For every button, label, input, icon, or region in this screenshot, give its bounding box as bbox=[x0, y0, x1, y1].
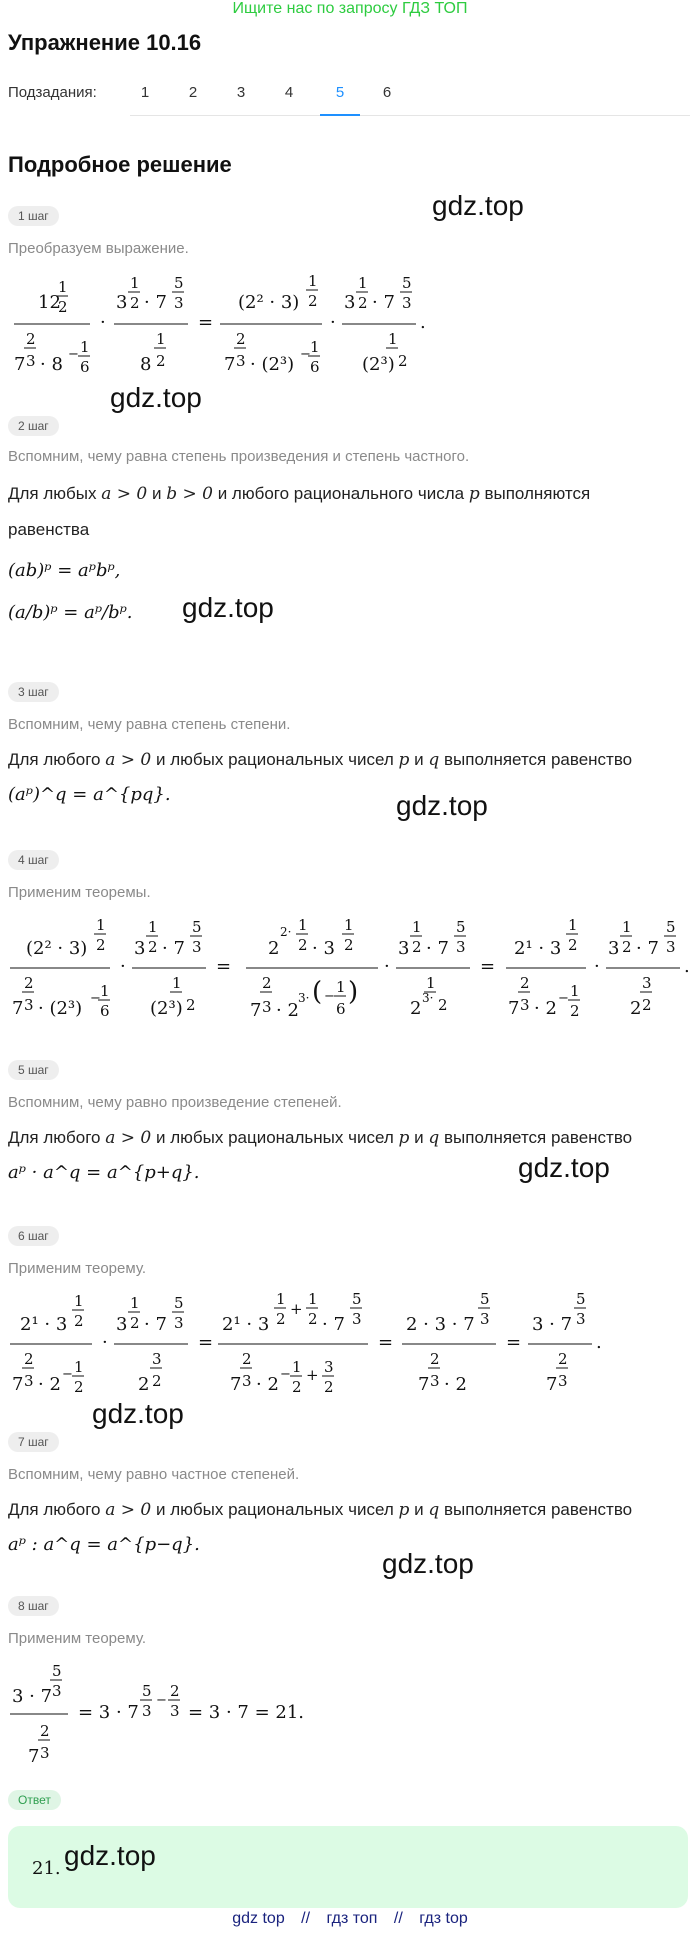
svg-text:.: . bbox=[596, 1332, 602, 1353]
step-8-result: = 3 · 7 = 21. bbox=[188, 1702, 305, 1723]
svg-text:3: 3 bbox=[242, 1372, 252, 1390]
svg-text:·: · bbox=[330, 312, 336, 333]
svg-text:2: 2 bbox=[568, 936, 578, 954]
step-7-badge: 7 шаг bbox=[8, 1432, 59, 1452]
svg-text:1: 1 bbox=[172, 974, 182, 992]
svg-text:3: 3 bbox=[24, 1372, 34, 1390]
svg-text:.: . bbox=[420, 312, 426, 333]
svg-text:(2² · 3): (2² · 3) bbox=[238, 292, 300, 313]
svg-text:2: 2 bbox=[358, 294, 368, 312]
text-fragment: и bbox=[414, 1128, 424, 1147]
svg-text:2: 2 bbox=[74, 1312, 84, 1330]
svg-text:1: 1 bbox=[58, 278, 68, 296]
step-7-formula: aᵖ : a^q = a^{p−q}. bbox=[8, 1534, 200, 1555]
svg-text:=: = bbox=[480, 956, 496, 977]
svg-text:3: 3 bbox=[352, 1310, 362, 1328]
step-8-formula bbox=[6, 1652, 336, 1778]
svg-text:7: 7 bbox=[12, 998, 24, 1019]
text-fragment: и bbox=[151, 484, 162, 503]
svg-text:2: 2 bbox=[430, 1350, 440, 1368]
svg-text:−: − bbox=[558, 991, 569, 1006]
svg-text:7: 7 bbox=[546, 1374, 558, 1395]
watermark: gdz.top bbox=[382, 1548, 474, 1579]
svg-text:5: 5 bbox=[192, 918, 202, 936]
svg-text:−: − bbox=[62, 1367, 73, 1382]
svg-text:1: 1 bbox=[426, 974, 436, 992]
svg-text:· 7: · 7 bbox=[426, 938, 449, 959]
svg-text:1: 1 bbox=[156, 330, 166, 348]
svg-text:2: 2 bbox=[642, 996, 652, 1014]
page-title: Упражнение 10.16 bbox=[8, 30, 202, 55]
step-2-text-line-1: Для любых a > 0 и b > 0 и любого рационального числа p выполняются bbox=[8, 484, 591, 504]
svg-text:−: − bbox=[68, 347, 79, 362]
svg-text:1: 1 bbox=[96, 916, 106, 934]
svg-text:3: 3 bbox=[192, 938, 202, 956]
svg-text:5: 5 bbox=[402, 274, 412, 292]
svg-text:2: 2 bbox=[186, 996, 196, 1014]
svg-text:−: − bbox=[280, 1367, 291, 1382]
svg-text:+: + bbox=[306, 1366, 319, 1384]
svg-text:2: 2 bbox=[58, 298, 68, 316]
footer-link[interactable]: гдз top bbox=[419, 1910, 468, 1927]
svg-text:−: − bbox=[300, 347, 311, 362]
svg-text:· (2³): · (2³) bbox=[38, 998, 83, 1019]
svg-text:=: = bbox=[198, 1332, 214, 1353]
step-3-hint: Вспомним, чему равна степень степени. bbox=[8, 716, 291, 733]
svg-text:.: . bbox=[684, 956, 690, 977]
svg-text:1: 1 bbox=[568, 916, 578, 934]
svg-text:3: 3 bbox=[642, 974, 652, 992]
step-2-formula-2: (a/b)ᵖ = aᵖ/bᵖ. bbox=[8, 602, 133, 623]
step-4-hint: Применим теоремы. bbox=[8, 884, 151, 901]
svg-text:1: 1 bbox=[130, 274, 140, 292]
svg-text:1: 1 bbox=[308, 1290, 318, 1308]
svg-text:3 · 7: 3 · 7 bbox=[12, 1686, 53, 1707]
active-tab-indicator bbox=[320, 114, 360, 116]
svg-text:1: 1 bbox=[388, 330, 398, 348]
svg-text:·: · bbox=[594, 956, 600, 977]
svg-text:2: 2 bbox=[324, 1378, 334, 1396]
svg-text:2: 2 bbox=[268, 938, 280, 959]
subtasks-divider bbox=[130, 115, 690, 116]
step-3-formula: (aᵖ)^q = a^{pq}. bbox=[8, 784, 171, 805]
footer-link[interactable]: гдз топ bbox=[326, 1910, 378, 1927]
svg-text:= 3 · 7: = 3 · 7 bbox=[78, 1702, 139, 1723]
svg-text:3·: 3· bbox=[422, 991, 434, 1005]
svg-text:3: 3 bbox=[324, 1358, 334, 1376]
svg-text:· 7: · 7 bbox=[144, 1314, 167, 1335]
svg-text:2: 2 bbox=[558, 1350, 568, 1368]
step-5-hint: Вспомним, чему равно произведение степеней. bbox=[8, 1094, 342, 1111]
svg-text:3: 3 bbox=[558, 1372, 568, 1390]
svg-text:3: 3 bbox=[24, 996, 34, 1014]
svg-text:3: 3 bbox=[456, 938, 466, 956]
svg-text:1: 1 bbox=[310, 338, 320, 356]
svg-text:6: 6 bbox=[80, 358, 90, 376]
svg-text:=: = bbox=[198, 312, 214, 333]
svg-text:3: 3 bbox=[26, 352, 36, 370]
step-5-formula: aᵖ · a^q = a^{p+q}. bbox=[8, 1162, 200, 1183]
svg-text:): ) bbox=[348, 977, 359, 1007]
tab-subtask-3[interactable]: 3 bbox=[236, 84, 246, 101]
svg-text:(2³): (2³) bbox=[362, 354, 395, 375]
svg-text:8: 8 bbox=[140, 354, 152, 375]
svg-text:3 · 7: 3 · 7 bbox=[532, 1314, 573, 1335]
step-2-formula-1: (ab)ᵖ = aᵖbᵖ, bbox=[8, 560, 121, 581]
svg-text:3: 3 bbox=[174, 294, 184, 312]
svg-text:1: 1 bbox=[74, 1292, 84, 1310]
watermark: gdz.top bbox=[432, 190, 524, 221]
step-3-badge: 3 шаг bbox=[8, 682, 59, 702]
svg-text:7: 7 bbox=[28, 1746, 40, 1767]
svg-text:· (2³): · (2³) bbox=[250, 354, 295, 375]
text-fragment: выполняется равенство bbox=[444, 1128, 633, 1147]
tab-subtask-4[interactable]: 4 bbox=[284, 84, 294, 101]
svg-text:5: 5 bbox=[576, 1290, 586, 1308]
svg-text:2: 2 bbox=[74, 1378, 84, 1396]
svg-text:6: 6 bbox=[336, 1000, 346, 1018]
svg-text:7: 7 bbox=[508, 998, 520, 1019]
svg-text:2: 2 bbox=[630, 998, 642, 1019]
tab-subtask-2[interactable]: 2 bbox=[188, 84, 198, 101]
svg-text:2: 2 bbox=[410, 998, 422, 1019]
svg-text:3: 3 bbox=[480, 1310, 490, 1328]
svg-text:· 7: · 7 bbox=[162, 938, 185, 959]
svg-text:1: 1 bbox=[412, 918, 422, 936]
svg-text:3: 3 bbox=[430, 1372, 440, 1390]
watermark: gdz.top bbox=[110, 382, 202, 413]
tab-subtask-1[interactable]: 1 bbox=[140, 84, 150, 101]
svg-text:3: 3 bbox=[576, 1310, 586, 1328]
svg-text:5: 5 bbox=[52, 1662, 62, 1680]
svg-text:2: 2 bbox=[344, 936, 354, 954]
footer-separator: // bbox=[301, 1910, 311, 1927]
footer-link[interactable]: gdz top bbox=[232, 1910, 285, 1927]
footer-separator: // bbox=[393, 1910, 403, 1927]
svg-text:5: 5 bbox=[666, 918, 676, 936]
svg-text:3: 3 bbox=[262, 998, 272, 1016]
svg-text:5: 5 bbox=[456, 918, 466, 936]
step-6-badge: 6 шаг bbox=[8, 1226, 59, 1246]
tab-subtask-5[interactable]: 5 bbox=[335, 84, 345, 101]
svg-text:1: 1 bbox=[292, 1358, 302, 1376]
step-6-hint: Применим теорему. bbox=[8, 1260, 147, 1277]
text-fragment: и любых рациональных чисел bbox=[156, 750, 394, 769]
svg-text:7: 7 bbox=[14, 354, 26, 375]
svg-text:2¹ · 3: 2¹ · 3 bbox=[20, 1314, 68, 1335]
svg-text:2: 2 bbox=[308, 292, 318, 310]
svg-text:7: 7 bbox=[418, 1374, 430, 1395]
svg-text:1: 1 bbox=[298, 916, 308, 934]
text-fragment: Для любых bbox=[8, 484, 97, 503]
svg-text:3: 3 bbox=[40, 1744, 50, 1762]
svg-text:2: 2 bbox=[292, 1378, 302, 1396]
svg-text:2·: 2· bbox=[280, 925, 292, 939]
svg-text:·: · bbox=[102, 1332, 108, 1353]
svg-text:−: − bbox=[90, 991, 101, 1006]
svg-text:2: 2 bbox=[24, 974, 34, 992]
watermark: gdz.top bbox=[92, 1398, 184, 1429]
svg-text:+: + bbox=[290, 1300, 303, 1318]
text-fragment: выполняются bbox=[484, 484, 591, 503]
svg-text:5: 5 bbox=[142, 1682, 152, 1700]
svg-text:· 2: · 2 bbox=[444, 1374, 467, 1395]
svg-text:3: 3 bbox=[170, 1702, 180, 1720]
step-2-badge: 2 шаг bbox=[8, 416, 59, 436]
step-5-text: Для любого a > 0 и любых рациональных чисел p и q выполняется равенство bbox=[8, 1128, 633, 1148]
text-fragment: Для любого bbox=[8, 1128, 101, 1147]
svg-text:3: 3 bbox=[608, 938, 620, 959]
text-fragment: и bbox=[414, 1500, 424, 1519]
svg-text:6: 6 bbox=[100, 1002, 110, 1020]
svg-text:3: 3 bbox=[116, 292, 128, 313]
svg-text:2: 2 bbox=[138, 1374, 150, 1395]
svg-text:1: 1 bbox=[308, 272, 318, 290]
svg-text:· 7: · 7 bbox=[636, 938, 659, 959]
step-1-badge: 1 шаг bbox=[8, 206, 59, 226]
svg-text:3·: 3· bbox=[298, 991, 310, 1005]
svg-text:3: 3 bbox=[116, 1314, 128, 1335]
svg-text:· 2: · 2 bbox=[276, 1000, 299, 1021]
text-fragment: и bbox=[414, 750, 424, 769]
svg-text:(: ( bbox=[312, 977, 323, 1007]
svg-text:2: 2 bbox=[156, 352, 166, 370]
svg-text:6: 6 bbox=[310, 358, 320, 376]
svg-text:2: 2 bbox=[298, 936, 308, 954]
svg-text:· 7: · 7 bbox=[372, 292, 395, 313]
svg-text:1: 1 bbox=[336, 978, 346, 996]
svg-text:5: 5 bbox=[174, 274, 184, 292]
svg-text:3: 3 bbox=[134, 938, 146, 959]
svg-text:2: 2 bbox=[26, 330, 36, 348]
svg-text:−: − bbox=[324, 989, 335, 1004]
step-6-formula bbox=[6, 1280, 606, 1406]
text-fragment: выполняется равенство bbox=[444, 1500, 633, 1519]
svg-text:7: 7 bbox=[224, 354, 236, 375]
svg-text:2: 2 bbox=[40, 1722, 50, 1740]
svg-text:1: 1 bbox=[276, 1290, 286, 1308]
svg-text:3: 3 bbox=[52, 1682, 62, 1700]
svg-text:3: 3 bbox=[142, 1702, 152, 1720]
step-4-badge: 4 шаг bbox=[8, 850, 59, 870]
svg-text:2: 2 bbox=[438, 996, 448, 1014]
svg-text:1: 1 bbox=[622, 918, 632, 936]
svg-text:3: 3 bbox=[666, 938, 676, 956]
text-fragment: и любого рационального числа bbox=[217, 484, 465, 503]
svg-text:12: 12 bbox=[38, 292, 61, 313]
svg-text:2: 2 bbox=[262, 974, 272, 992]
step-2-hint: Вспомним, чему равна степень произведения и степень частного. bbox=[8, 448, 470, 465]
svg-text:1: 1 bbox=[358, 274, 368, 292]
svg-text:7: 7 bbox=[12, 1374, 24, 1395]
svg-text:2: 2 bbox=[242, 1350, 252, 1368]
watermark: gdz.top bbox=[182, 592, 274, 623]
svg-text:1: 1 bbox=[570, 982, 580, 1000]
text-fragment: Для любого bbox=[8, 1500, 101, 1519]
step-3-text: Для любого a > 0 и любых рациональных чисел p и q выполняется равенство bbox=[8, 750, 633, 770]
top-banner[interactable]: Ищите нас по запросу ГДЗ ТОП bbox=[232, 0, 468, 17]
watermark: gdz.top bbox=[518, 1152, 610, 1183]
svg-text:2: 2 bbox=[412, 938, 422, 956]
answer-badge: Ответ bbox=[8, 1790, 61, 1810]
svg-text:7: 7 bbox=[250, 1000, 262, 1021]
text-fragment: и любых рациональных чисел bbox=[156, 1500, 394, 1519]
svg-text:3: 3 bbox=[520, 996, 530, 1014]
svg-text:3: 3 bbox=[152, 1350, 162, 1368]
text-fragment: и любых рациональных чисел bbox=[156, 1128, 394, 1147]
watermark: gdz.top bbox=[396, 790, 488, 821]
step-8-badge: 8 шаг bbox=[8, 1596, 59, 1616]
footer-links bbox=[0, 1910, 700, 1928]
svg-text:· 2: · 2 bbox=[256, 1374, 279, 1395]
step-7-text: Для любого a > 0 и любых рациональных чисел p и q выполняется равенство bbox=[8, 1500, 633, 1520]
svg-text:5: 5 bbox=[174, 1294, 184, 1312]
svg-text:1: 1 bbox=[130, 1294, 140, 1312]
step-7-hint: Вспомним, чему равно частное степеней. bbox=[8, 1466, 300, 1483]
svg-text:1: 1 bbox=[344, 916, 354, 934]
svg-text:2¹ · 3: 2¹ · 3 bbox=[514, 938, 562, 959]
svg-text:1: 1 bbox=[74, 1358, 84, 1376]
watermark: gdz.top bbox=[64, 1840, 156, 1871]
step-1-formula bbox=[6, 262, 446, 382]
svg-text:2: 2 bbox=[96, 936, 106, 954]
text-fragment: выполняется равенство bbox=[444, 750, 633, 769]
svg-text:· 2: · 2 bbox=[38, 1374, 61, 1395]
svg-text:1: 1 bbox=[148, 918, 158, 936]
step-4-formula bbox=[6, 904, 696, 1030]
svg-text:1: 1 bbox=[100, 982, 110, 1000]
answer-value: 21. bbox=[32, 1858, 61, 1879]
svg-text:3: 3 bbox=[402, 294, 412, 312]
step-5-badge: 5 шаг bbox=[8, 1060, 59, 1080]
step-8-hint: Применим теорему. bbox=[8, 1630, 147, 1647]
svg-text:2: 2 bbox=[148, 938, 158, 956]
svg-text:2: 2 bbox=[170, 1682, 180, 1700]
svg-text:5: 5 bbox=[480, 1290, 490, 1308]
svg-text:· 8: · 8 bbox=[40, 354, 63, 375]
svg-text:(2³): (2³) bbox=[150, 998, 183, 1019]
svg-text:2 · 3 · 7: 2 · 3 · 7 bbox=[406, 1314, 475, 1335]
svg-text:2: 2 bbox=[130, 1314, 140, 1332]
svg-text:2: 2 bbox=[276, 1310, 286, 1328]
svg-text:(2² · 3): (2² · 3) bbox=[26, 938, 88, 959]
svg-text:3: 3 bbox=[398, 938, 410, 959]
svg-text:2: 2 bbox=[24, 1350, 34, 1368]
svg-text:5: 5 bbox=[352, 1290, 362, 1308]
subtasks-label: Подзадания: bbox=[8, 84, 97, 101]
svg-text:·: · bbox=[100, 312, 106, 333]
svg-text:=: = bbox=[506, 1332, 522, 1353]
svg-text:2: 2 bbox=[308, 1310, 318, 1328]
svg-text:−: − bbox=[156, 1693, 167, 1708]
text-fragment: Для любого bbox=[8, 750, 101, 769]
step-1-hint: Преобразуем выражение. bbox=[8, 240, 189, 257]
svg-text:2: 2 bbox=[130, 294, 140, 312]
tab-subtask-6[interactable]: 6 bbox=[382, 84, 392, 101]
svg-text:· 7: · 7 bbox=[144, 292, 167, 313]
svg-text:3: 3 bbox=[174, 1314, 184, 1332]
svg-text:3: 3 bbox=[236, 352, 246, 370]
svg-text:=: = bbox=[378, 1332, 394, 1353]
svg-text:7: 7 bbox=[230, 1374, 242, 1395]
svg-text:1: 1 bbox=[80, 338, 90, 356]
svg-text:3: 3 bbox=[344, 292, 356, 313]
svg-text:· 2: · 2 bbox=[534, 998, 557, 1019]
svg-text:2: 2 bbox=[236, 330, 246, 348]
svg-text:·: · bbox=[384, 956, 390, 977]
svg-text:2: 2 bbox=[398, 352, 408, 370]
svg-text:· 3: · 3 bbox=[312, 938, 335, 959]
step-2-text-line-2: равенства bbox=[8, 520, 90, 539]
section-title: Подробное решение bbox=[8, 152, 232, 177]
svg-text:2¹ · 3: 2¹ · 3 bbox=[222, 1314, 270, 1335]
svg-text:2: 2 bbox=[622, 938, 632, 956]
svg-text:2: 2 bbox=[570, 1002, 580, 1020]
svg-text:·: · bbox=[120, 956, 126, 977]
svg-text:· 7: · 7 bbox=[322, 1314, 345, 1335]
svg-text:=: = bbox=[216, 956, 232, 977]
svg-text:2: 2 bbox=[152, 1372, 162, 1390]
svg-text:2: 2 bbox=[520, 974, 530, 992]
